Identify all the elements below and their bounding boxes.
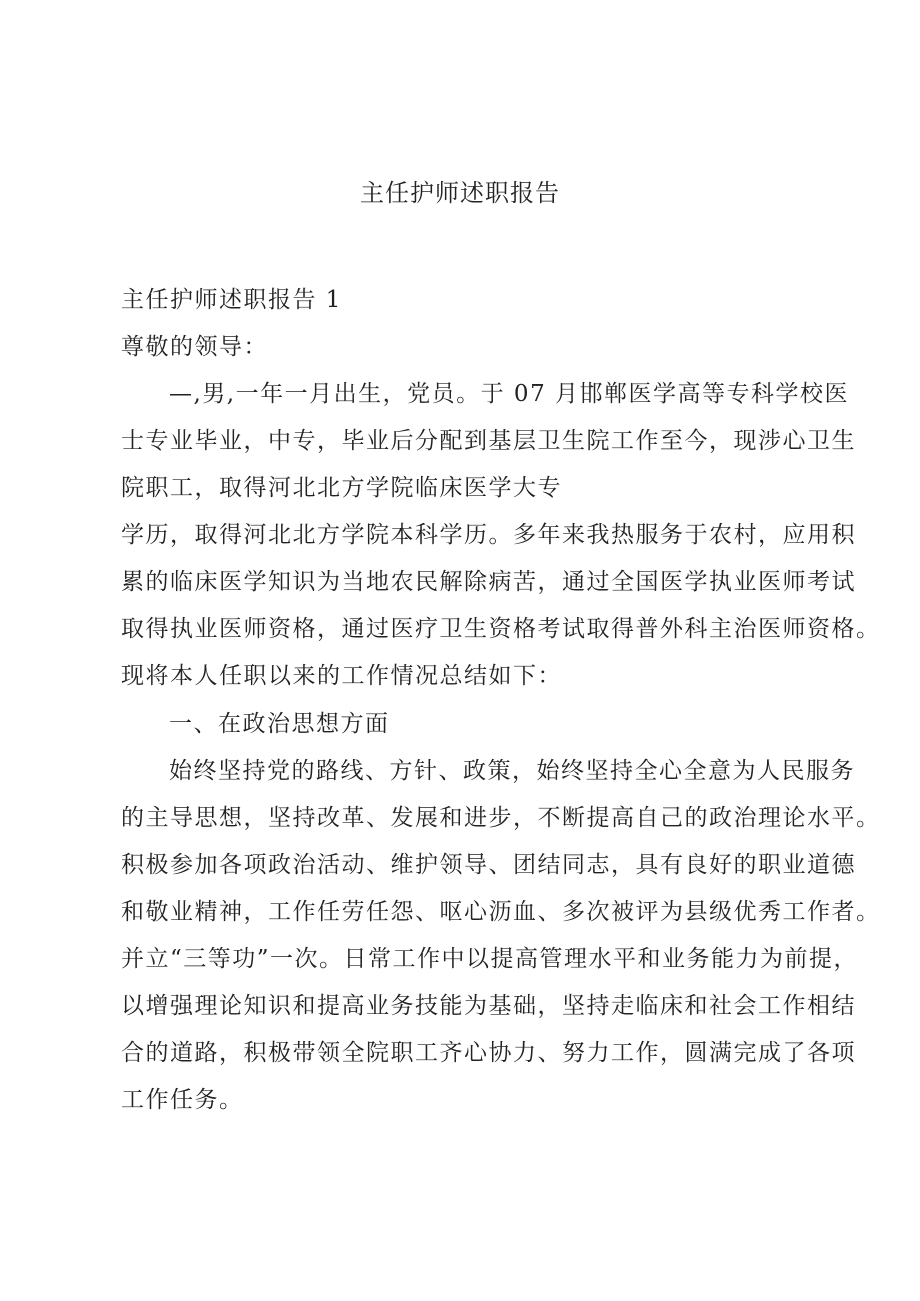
paragraph-line: —,男,一年一月出生，党员。于 07 月邯郸医学高等专科学校医: [169, 381, 850, 407]
paragraph-line: 合的道路，积极带领全院职工齐心协力、努力工作，圆满完成了各项: [121, 1040, 856, 1066]
document-title: 主任护师述职报告: [360, 179, 560, 207]
paragraph-line: 现将本人任职以来的工作情况总结如下：: [121, 663, 562, 689]
paragraph-line: 累的临床医学知识为当地农民解除病苦，通过全国医学执业医师考试: [121, 569, 856, 595]
paragraph-line: 积极参加各项政治活动、维护领导、团结同志，具有良好的职业道德: [121, 852, 856, 878]
paragraph-line: 工作任务。: [121, 1087, 244, 1113]
section-heading: 主任护师述职报告 1: [121, 287, 342, 313]
paragraph-line: 和敬业精神，工作任劳任怨、呕心沥血、多次被评为县级优秀工作者。: [121, 899, 881, 925]
paragraph-line: 学历，取得河北北方学院本科学历。多年来我热服务于农村，应用积: [121, 522, 856, 548]
paragraph-line: 士专业毕业，中专，毕业后分配到基层卫生院工作至今，现涉心卫生: [121, 428, 856, 454]
paragraph-line: 院职工，取得河北北方学院临床医学大专: [121, 475, 562, 501]
paragraph-line: 的主导思想，坚持改革、发展和进步，不断提高自己的政治理论水平。: [121, 805, 881, 831]
subsection-heading: 一、在政治思想方面: [169, 711, 390, 737]
paragraph-line: 取得执业医师资格，通过医疗卫生资格考试取得普外科主治医师资格。: [121, 616, 881, 642]
paragraph-line: 并立“三等功”一次。日常工作中以提高管理水平和业务能力为前提，: [121, 946, 859, 972]
paragraph-line: 始终坚持党的路线、方针、政策，始终坚持全心全意为人民服务: [169, 758, 855, 784]
salutation: 尊敬的领导：: [121, 334, 268, 360]
paragraph-line: 以增强理论知识和提高业务技能为基础，坚持走临床和社会工作相结: [121, 993, 856, 1019]
